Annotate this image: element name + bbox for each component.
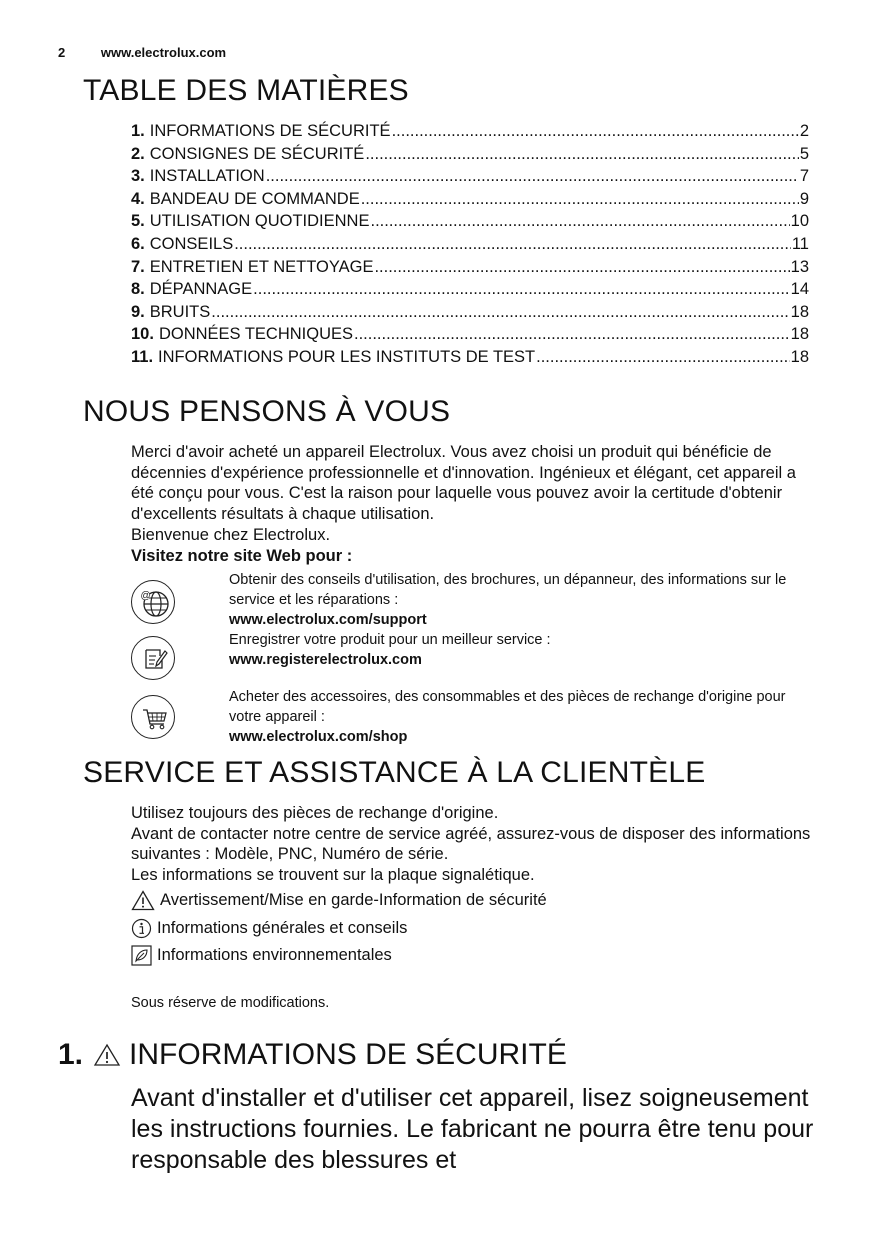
web-item-text: Acheter des accessoires, des consommables et des pièces de rechange d'origine pour votre appareil : www.electrolux.com/shop — [229, 687, 789, 747]
toc-entry[interactable]: 11. INFORMATIONS POUR LES INSTITUTS DE TEST ..... 18 — [131, 348, 809, 371]
toc-entry[interactable]: 9. BRUITS ..... 18 — [131, 303, 809, 326]
modification-note: Sous réserve de modifications. — [131, 995, 330, 1011]
toc-entry[interactable]: 3. INSTALLATION ..... 7 — [131, 167, 809, 190]
register-pen-icon — [131, 636, 175, 680]
web-item-text: Enregistrer votre produit pour un meilleur service : www.registerelectrolux.com — [229, 630, 789, 670]
toc-entry[interactable]: 6. CONSEILS ..... 11 — [131, 235, 809, 258]
toc-entry[interactable]: 1. INFORMATIONS DE SÉCURITÉ ..... 2 — [131, 122, 809, 145]
leaf-environment-icon — [131, 945, 152, 966]
toc-entry[interactable]: 10. DONNÉES TECHNIQUES ..... 18 — [131, 325, 809, 348]
legend-warning: Avertissement/Mise en garde-Information de sécurité — [131, 890, 547, 911]
warning-triangle-icon — [131, 890, 155, 911]
shop-link[interactable]: www.electrolux.com/shop — [229, 729, 408, 745]
svg-text:@: @ — [140, 590, 151, 602]
toc-entry[interactable]: 7. ENTRETIEN ET NETTOYAGE ..... 13 — [131, 258, 809, 281]
header-url[interactable]: www.electrolux.com — [100, 45, 227, 60]
safety-section-title — [58, 1038, 567, 1072]
service-text: Utilisez toujours des pièces de rechange d'origine. Avant de contacter notre centre de service agréé, assurez-vous de disposer des informations suivantes : Modèle, PNC, Numéro de série. Les informations se trouvent sur la plaque signalétique. — [131, 804, 811, 885]
toc-entry[interactable]: 2. CONSIGNES DE SÉCURITÉ ..... 5 — [131, 145, 809, 168]
web-globe-icon — [131, 580, 175, 624]
toc-title: TABLE DES MATIÈRES — [83, 74, 409, 107]
shopping-cart-icon — [131, 695, 175, 739]
visit-label: Visitez notre site Web pour : — [131, 546, 353, 565]
warning-triangle-icon — [93, 1043, 121, 1067]
thinking-intro — [131, 442, 821, 566]
thinking-paragraph: Merci d'avoir acheté un appareil Electrolux. Vous avez choisi un produit qui bénéficie de décennies d'expérience professionnelle et d'innovation. Ingénieux et élégant, cet appareil a été conçu pour vous. C'est la raison pour laquelle vous pouvez avoir la certitude d'obtenir d'excellents résultats à chaque utilisation. — [131, 443, 796, 524]
support-link[interactable]: www.electrolux.com/support — [229, 612, 427, 628]
table-of-contents — [131, 122, 809, 371]
info-circle-icon — [131, 918, 152, 939]
register-link[interactable]: www.registerelectrolux.com — [229, 652, 422, 668]
section-title-thinking: NOUS PENSONS À VOUS — [83, 395, 451, 428]
toc-entry[interactable]: 4. BANDEAU DE COMMANDE ..... 9 — [131, 190, 809, 213]
legend-environment: Informations environnementales — [131, 945, 392, 966]
toc-entry[interactable]: 5. UTILISATION QUOTIDIENNE ..... 10 — [131, 212, 809, 235]
section-title-service: SERVICE ET ASSISTANCE À LA CLIENTÈLE — [83, 756, 706, 789]
web-item-text: Obtenir des conseils d'utilisation, des brochures, un dépanneur, des informations sur le service et les réparations : www.electrolux.com/support — [229, 570, 789, 630]
page-number: 2 — [58, 45, 66, 60]
legend-info: Informations générales et conseils — [131, 918, 407, 939]
welcome-text: Bienvenue chez Electrolux. — [131, 525, 331, 544]
safety-title: INFORMATIONS DE SÉCURITÉ — [129, 1038, 567, 1071]
safety-intro: Avant d'installer et d'utiliser cet appareil, lisez soigneusement les instructions fournies. Le fabricant ne pourra être tenu pour responsable des blessures et — [131, 1084, 814, 1174]
page-header — [58, 45, 226, 60]
toc-entry[interactable]: 8. DÉPANNAGE ..... 14 — [131, 280, 809, 303]
safety-section-number: 1. — [58, 1038, 84, 1071]
